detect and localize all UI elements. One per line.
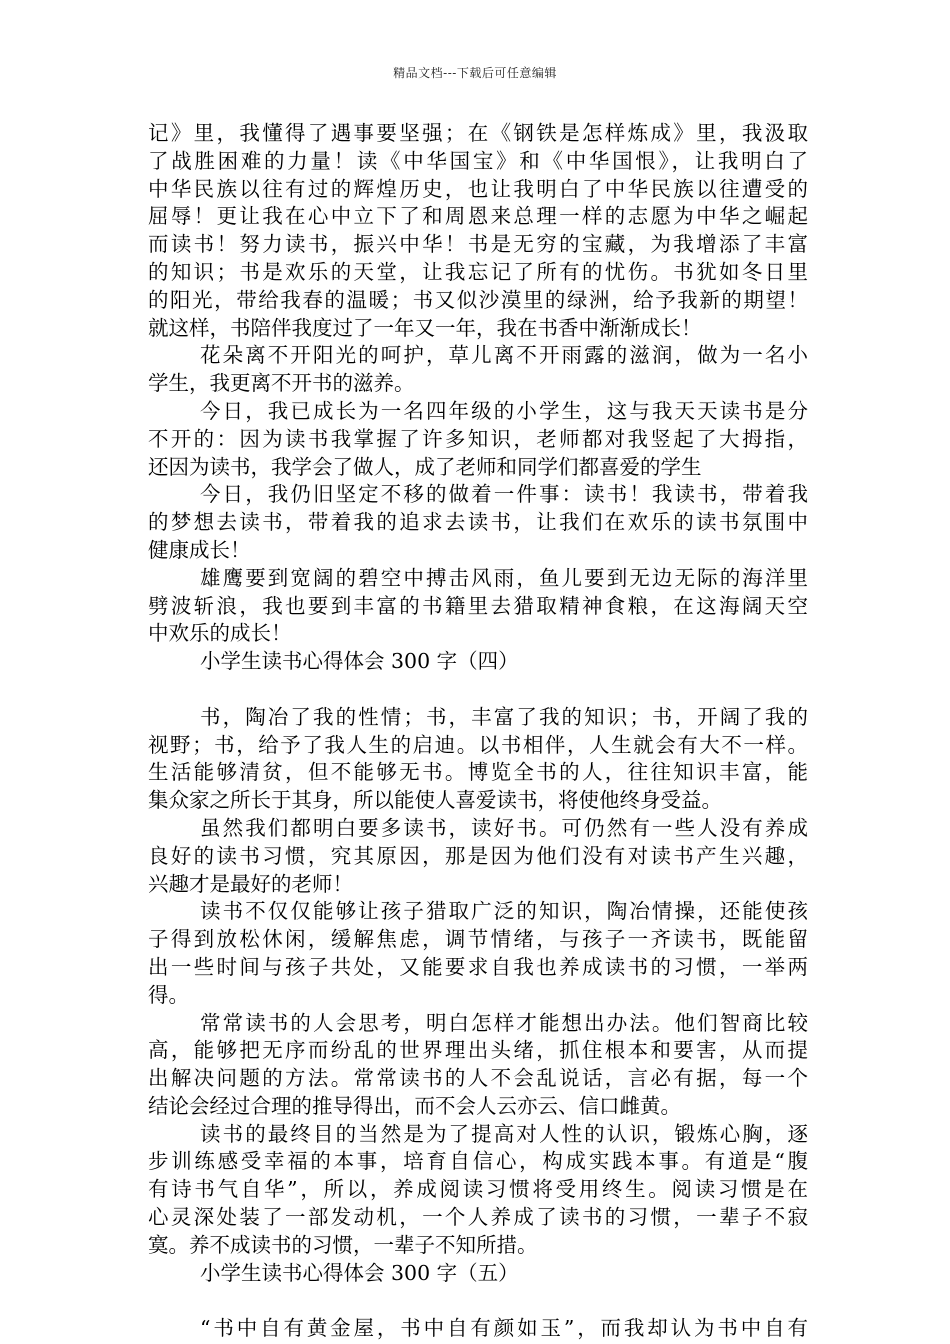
paragraph-line: 劈波斩浪，我也要到丰富的书籍里去猎取精神食粮，在这海阔天空 (148, 593, 808, 618)
paragraph-first-line: 今日，我已成长为一名四年级的小学生，这与我天天读书是分 (200, 398, 808, 423)
paragraph-line: 结论会经过合理的推导得出，而不会人云亦云、信口雌黄。 (148, 1093, 681, 1118)
paragraph-line: 集众家之所长于其身，所以能使人喜爱读书，将使他终身受益。 (148, 788, 722, 813)
paragraph-line: 生活能够清贫，但不能够无书。博览全书的人，往往知识丰富，能 (148, 760, 808, 785)
paragraph-line: 良好的读书习惯，究其原因，那是因为他们没有对读书产生兴趣， (148, 843, 808, 868)
paragraph-line: 高，能够把无序而纷乱的世界理出头绪，抓住根本和要害，从而提 (148, 1038, 808, 1063)
document-body (148, 120, 808, 1343)
paragraph-line: 中欢乐的成长！ (148, 621, 292, 646)
paragraph-line: 屈辱！更让我在心中立下了和周恩来总理一样的志愿为中华之崛起 (148, 204, 808, 229)
paragraph-line: 兴趣才是最好的老师！ (148, 871, 353, 896)
blank-line (148, 676, 808, 704)
paragraph-line: 得。 (148, 982, 189, 1007)
paragraph-first-line: 读书不仅仅能够让孩子猎取广泛的知识，陶冶情操，还能使孩 (200, 899, 808, 924)
section-heading: 小学生读书心得体会 300 字（四） (200, 649, 519, 674)
paragraph-first-line: 今日，我仍旧坚定不移的做着一件事：读书！我读书，带着我 (200, 482, 808, 507)
paragraph-line: 视野；书，给予了我人生的启迪。以书相伴，人生就会有大不一样。 (148, 732, 808, 757)
paragraph-line: 就这样，书陪伴我度过了一年又一年，我在书香中渐渐成长！ (148, 315, 702, 340)
page-header: 精品文档---下载后可任意编辑 (393, 66, 557, 80)
paragraph-line: 还因为读书，我学会了做人，成了老师和同学们都喜爱的学生 (148, 454, 702, 479)
paragraph-line: 而读书！努力读书，振兴中华！书是无穷的宝藏，为我增添了丰富 (148, 232, 808, 257)
paragraph-line: 记》里，我懂得了遇事要坚强；在《钢铁是怎样炼成》里，我汲取 (148, 121, 808, 145)
paragraph-line: 了战胜困难的力量！读《中华国宝》和《中华国恨》，让我明白了 (148, 148, 808, 173)
paragraph-line: 学生，我更离不开书的滋养。 (148, 371, 415, 396)
paragraph-first-line: 书，陶冶了我的性情；书，丰富了我的知识；书，开阔了我的 (200, 704, 808, 729)
paragraph-line: 的阳光，带给我春的温暖；书又似沙漠里的绿洲，给予我新的期望！ (148, 287, 808, 312)
paragraph-line: 有诗书气自华”，所以，养成阅读习惯将受用终生。阅读习惯是在 (148, 1177, 808, 1202)
paragraph-line: 的梦想去读书，带着我的追求去读书，让我们在欢乐的读书氛围中 (148, 510, 808, 535)
paragraph-line: 步训练感受幸福的本事，培育自信心，构成实践本事。有道是“腹 (148, 1149, 808, 1174)
paragraph-first-line: 常常读书的人会思考，明白怎样才能想出办法。他们智商比较 (200, 1010, 808, 1035)
paragraph-line: 子得到放松休闲，缓解焦虑，调节情绪，与孩子一齐读书，既能留 (148, 927, 808, 952)
paragraph-first-line: 花朵离不开阳光的呵护，草儿离不开雨露的滋润，做为一名小 (200, 343, 808, 368)
paragraph-line: 不开的：因为读书我掌握了许多知识，老师都对我竖起了大拇指， (148, 426, 808, 451)
section-heading: 小学生读书心得体会 300 字（五） (200, 1260, 519, 1285)
paragraph-first-line: “书中自有黄金屋，书中自有颜如玉”，而我却认为书中自有 (200, 1316, 808, 1341)
paragraph-line: 的知识；书是欢乐的天堂，让我忘记了所有的忧伤。书犹如冬日里 (148, 259, 808, 284)
paragraph-line: 中华民族以往有过的辉煌历史，也让我明白了中华民族以往遭受的 (148, 176, 808, 201)
paragraph-line: 心灵深处装了一部发动机，一个人养成了读书的习惯，一辈子不寂 (148, 1205, 808, 1230)
paragraph-first-line: 虽然我们都明白要多读书，读好书。可仍然有一些人没有养成 (200, 815, 808, 840)
paragraph-line: 出一些时间与孩子共处，又能要求自我也养成读书的习惯，一举两 (148, 954, 808, 979)
paragraph-line: 健康成长！ (148, 537, 251, 562)
paragraph-first-line: 读书的最终目的当然是为了提高对人性的认识，锻炼心胸，逐 (200, 1121, 808, 1146)
paragraph-first-line: 雄鹰要到宽阔的碧空中搏击风雨，鱼儿要到无边无际的海洋里 (200, 565, 808, 590)
paragraph-line: 寞。养不成读书的习惯，一辈子不知所措。 (148, 1232, 538, 1257)
paragraph-line: 出解决问题的方法。常常读书的人不会乱说话，言必有据，每一个 (148, 1066, 808, 1091)
blank-line (148, 1287, 808, 1315)
